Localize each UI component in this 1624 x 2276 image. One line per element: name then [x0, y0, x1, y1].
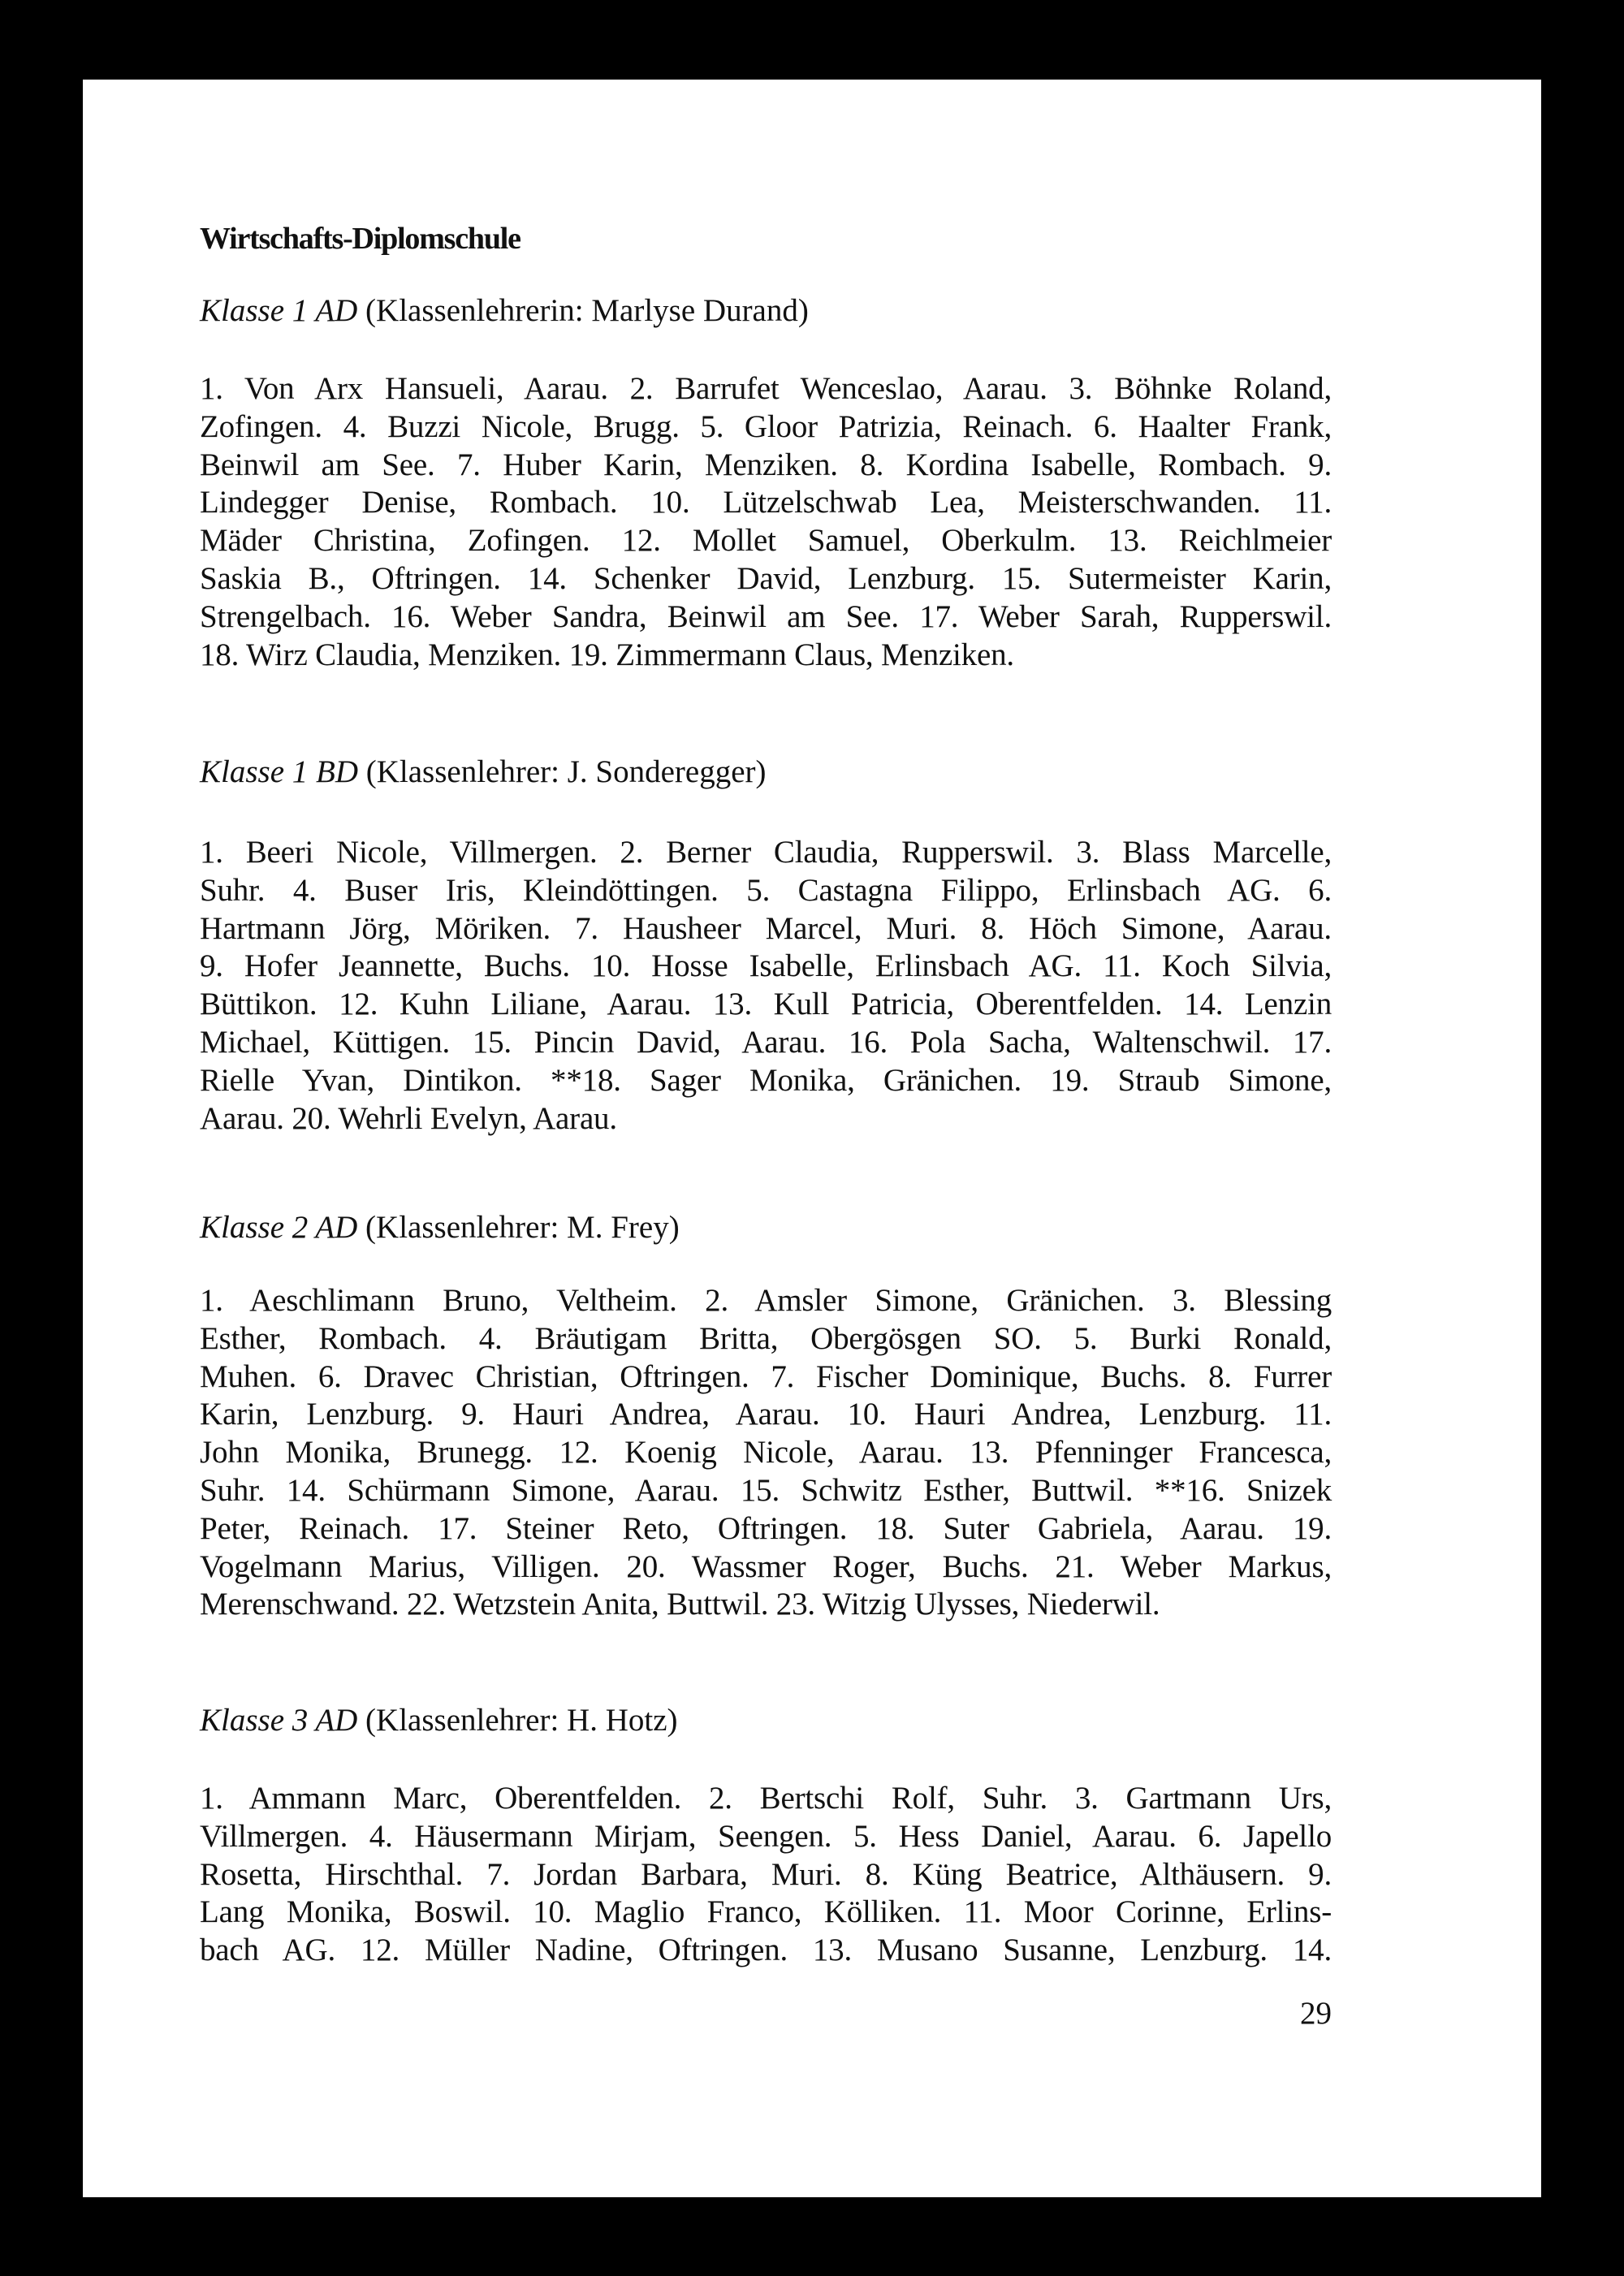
- text-line: Beinwil am See. 7. Huber Karin, Menziken. 8. Kordina Isabelle, Rombach. 9.: [200, 447, 1332, 482]
- text-line: Muhen. 6. Dravec Christian, Oftringen. 7. Fischer Dominique, Buchs. 8. Furrer: [200, 1358, 1332, 1394]
- class-teacher: (Klassenlehrer: J. Sonderegger): [365, 754, 767, 789]
- class-label: Klasse 3 AD: [200, 1703, 358, 1738]
- class-teacher: (Klassenlehrer: M. Frey): [365, 1210, 680, 1245]
- text-line: Zofingen. 4. Buzzi Nicole, Brugg. 5. Gloor Patrizia, Reinach. 6. Haalter Frank,: [200, 408, 1332, 444]
- class-list-1ad: [200, 370, 1332, 674]
- class-label: Klasse 1 AD: [200, 293, 358, 328]
- text-line: Merenschwand. 22. Wetzstein Anita, Buttwil. 23. Witzig Ulysses, Niederwil.: [200, 1587, 1160, 1622]
- class-header-1ad: [200, 292, 809, 329]
- text-line: Michael, Küttigen. 15. Pincin David, Aarau. 16. Pola Sacha, Waltenschwil. 17.: [200, 1024, 1332, 1060]
- text-line: Rielle Yvan, Dintikon. **18. Sager Monika, Gränichen. 19. Straub Simone,: [200, 1062, 1332, 1098]
- text-line: Esther, Rombach. 4. Bräutigam Britta, Obergösgen SO. 5. Burki Ronald,: [200, 1320, 1332, 1356]
- text-line: 9. Hofer Jeannette, Buchs. 10. Hosse Isabelle, Erlinsbach AG. 11. Koch Silvia,: [200, 948, 1332, 984]
- text-line: Vogelmann Marius, Villigen. 20. Wassmer Roger, Buchs. 21. Weber Markus,: [200, 1548, 1332, 1584]
- text-line: Villmergen. 4. Häusermann Mirjam, Seengen. 5. Hess Daniel, Aarau. 6. Japello: [200, 1818, 1332, 1854]
- text-line: Hartmann Jörg, Möriken. 7. Hausheer Marcel, Muri. 8. Höch Simone, Aarau.: [200, 910, 1332, 946]
- class-header-1bd: [200, 754, 767, 790]
- page-number: 29: [1300, 1996, 1332, 2031]
- text-line: Aarau. 20. Wehrli Evelyn, Aarau.: [200, 1100, 617, 1136]
- text-line: 18. Wirz Claudia, Menziken. 19. Zimmermann Claus, Menziken.: [200, 637, 1014, 672]
- text-line: Suhr. 14. Schürmann Simone, Aarau. 15. Schwitz Esther, Buttwil. **16. Snizek: [200, 1472, 1332, 1508]
- text-line: Strengelbach. 16. Weber Sandra, Beinwil am See. 17. Weber Sarah, Rupperswil.: [200, 598, 1332, 634]
- class-label: Klasse 1 BD: [200, 754, 358, 789]
- text-line: Peter, Reinach. 17. Steiner Reto, Oftringen. 18. Suter Gabriela, Aarau. 19.: [200, 1510, 1332, 1546]
- text-line: Saskia B., Oftringen. 14. Schenker David, Lenzburg. 15. Sutermeister Karin,: [200, 560, 1332, 596]
- text-line: Rosetta, Hirschthal. 7. Jordan Barbara, Muri. 8. Küng Beatrice, Althäusern. 9.: [200, 1856, 1332, 1892]
- class-teacher: (Klassenlehrerin: Marlyse Durand): [365, 293, 809, 328]
- class-header-3ad: [200, 1702, 678, 1738]
- class-header-2ad: [200, 1209, 680, 1246]
- class-list-1bd: [200, 834, 1332, 1138]
- text-line: 1. Von Arx Hansueli, Aarau. 2. Barrufet Wenceslao, Aarau. 3. Böhnke Roland,: [200, 371, 1332, 406]
- class-list-2ad: [200, 1282, 1332, 1624]
- text-line: John Monika, Brunegg. 12. Koenig Nicole, Aarau. 13. Pfenninger Francesca,: [200, 1435, 1332, 1471]
- text-line: Lindegger Denise, Rombach. 10. Lützelschwab Lea, Meisterschwanden. 11.: [200, 485, 1332, 520]
- text-line: 1. Beeri Nicole, Villmergen. 2. Berner Claudia, Rupperswil. 3. Blass Marcelle,: [200, 835, 1332, 870]
- text-line: Suhr. 4. Buser Iris, Kleindöttingen. 5. Castagna Filippo, Erlinsbach AG. 6.: [200, 872, 1332, 908]
- page-heading: Wirtschafts-Diplomschule: [200, 222, 520, 256]
- class-teacher: (Klassenlehrer: H. Hotz): [365, 1703, 678, 1738]
- text-line: Büttikon. 12. Kuhn Liliane, Aarau. 13. Kull Patricia, Oberentfelden. 14. Lenzin: [200, 987, 1332, 1022]
- text-line: Mäder Christina, Zofingen. 12. Mollet Samuel, Oberkulm. 13. Reichlmeier: [200, 523, 1332, 559]
- class-list-3ad: [200, 1780, 1332, 1970]
- class-label: Klasse 2 AD: [200, 1210, 358, 1245]
- text-line: Karin, Lenzburg. 9. Hauri Andrea, Aarau. 10. Hauri Andrea, Lenzburg. 11.: [200, 1397, 1332, 1432]
- text-line: 1. Ammann Marc, Oberentfelden. 2. Bertschi Rolf, Suhr. 3. Gartmann Urs,: [200, 1781, 1332, 1816]
- text-line: 1. Aeschlimann Bruno, Veltheim. 2. Amsler Simone, Gränichen. 3. Blessing: [200, 1283, 1332, 1318]
- text-line: bach AG. 12. Müller Nadine, Oftringen. 13. Musano Susanne, Lenzburg. 14.: [200, 1933, 1332, 1968]
- text-line: Lang Monika, Boswil. 10. Maglio Franco, Kölliken. 11. Moor Corinne, Erlins-: [200, 1894, 1332, 1930]
